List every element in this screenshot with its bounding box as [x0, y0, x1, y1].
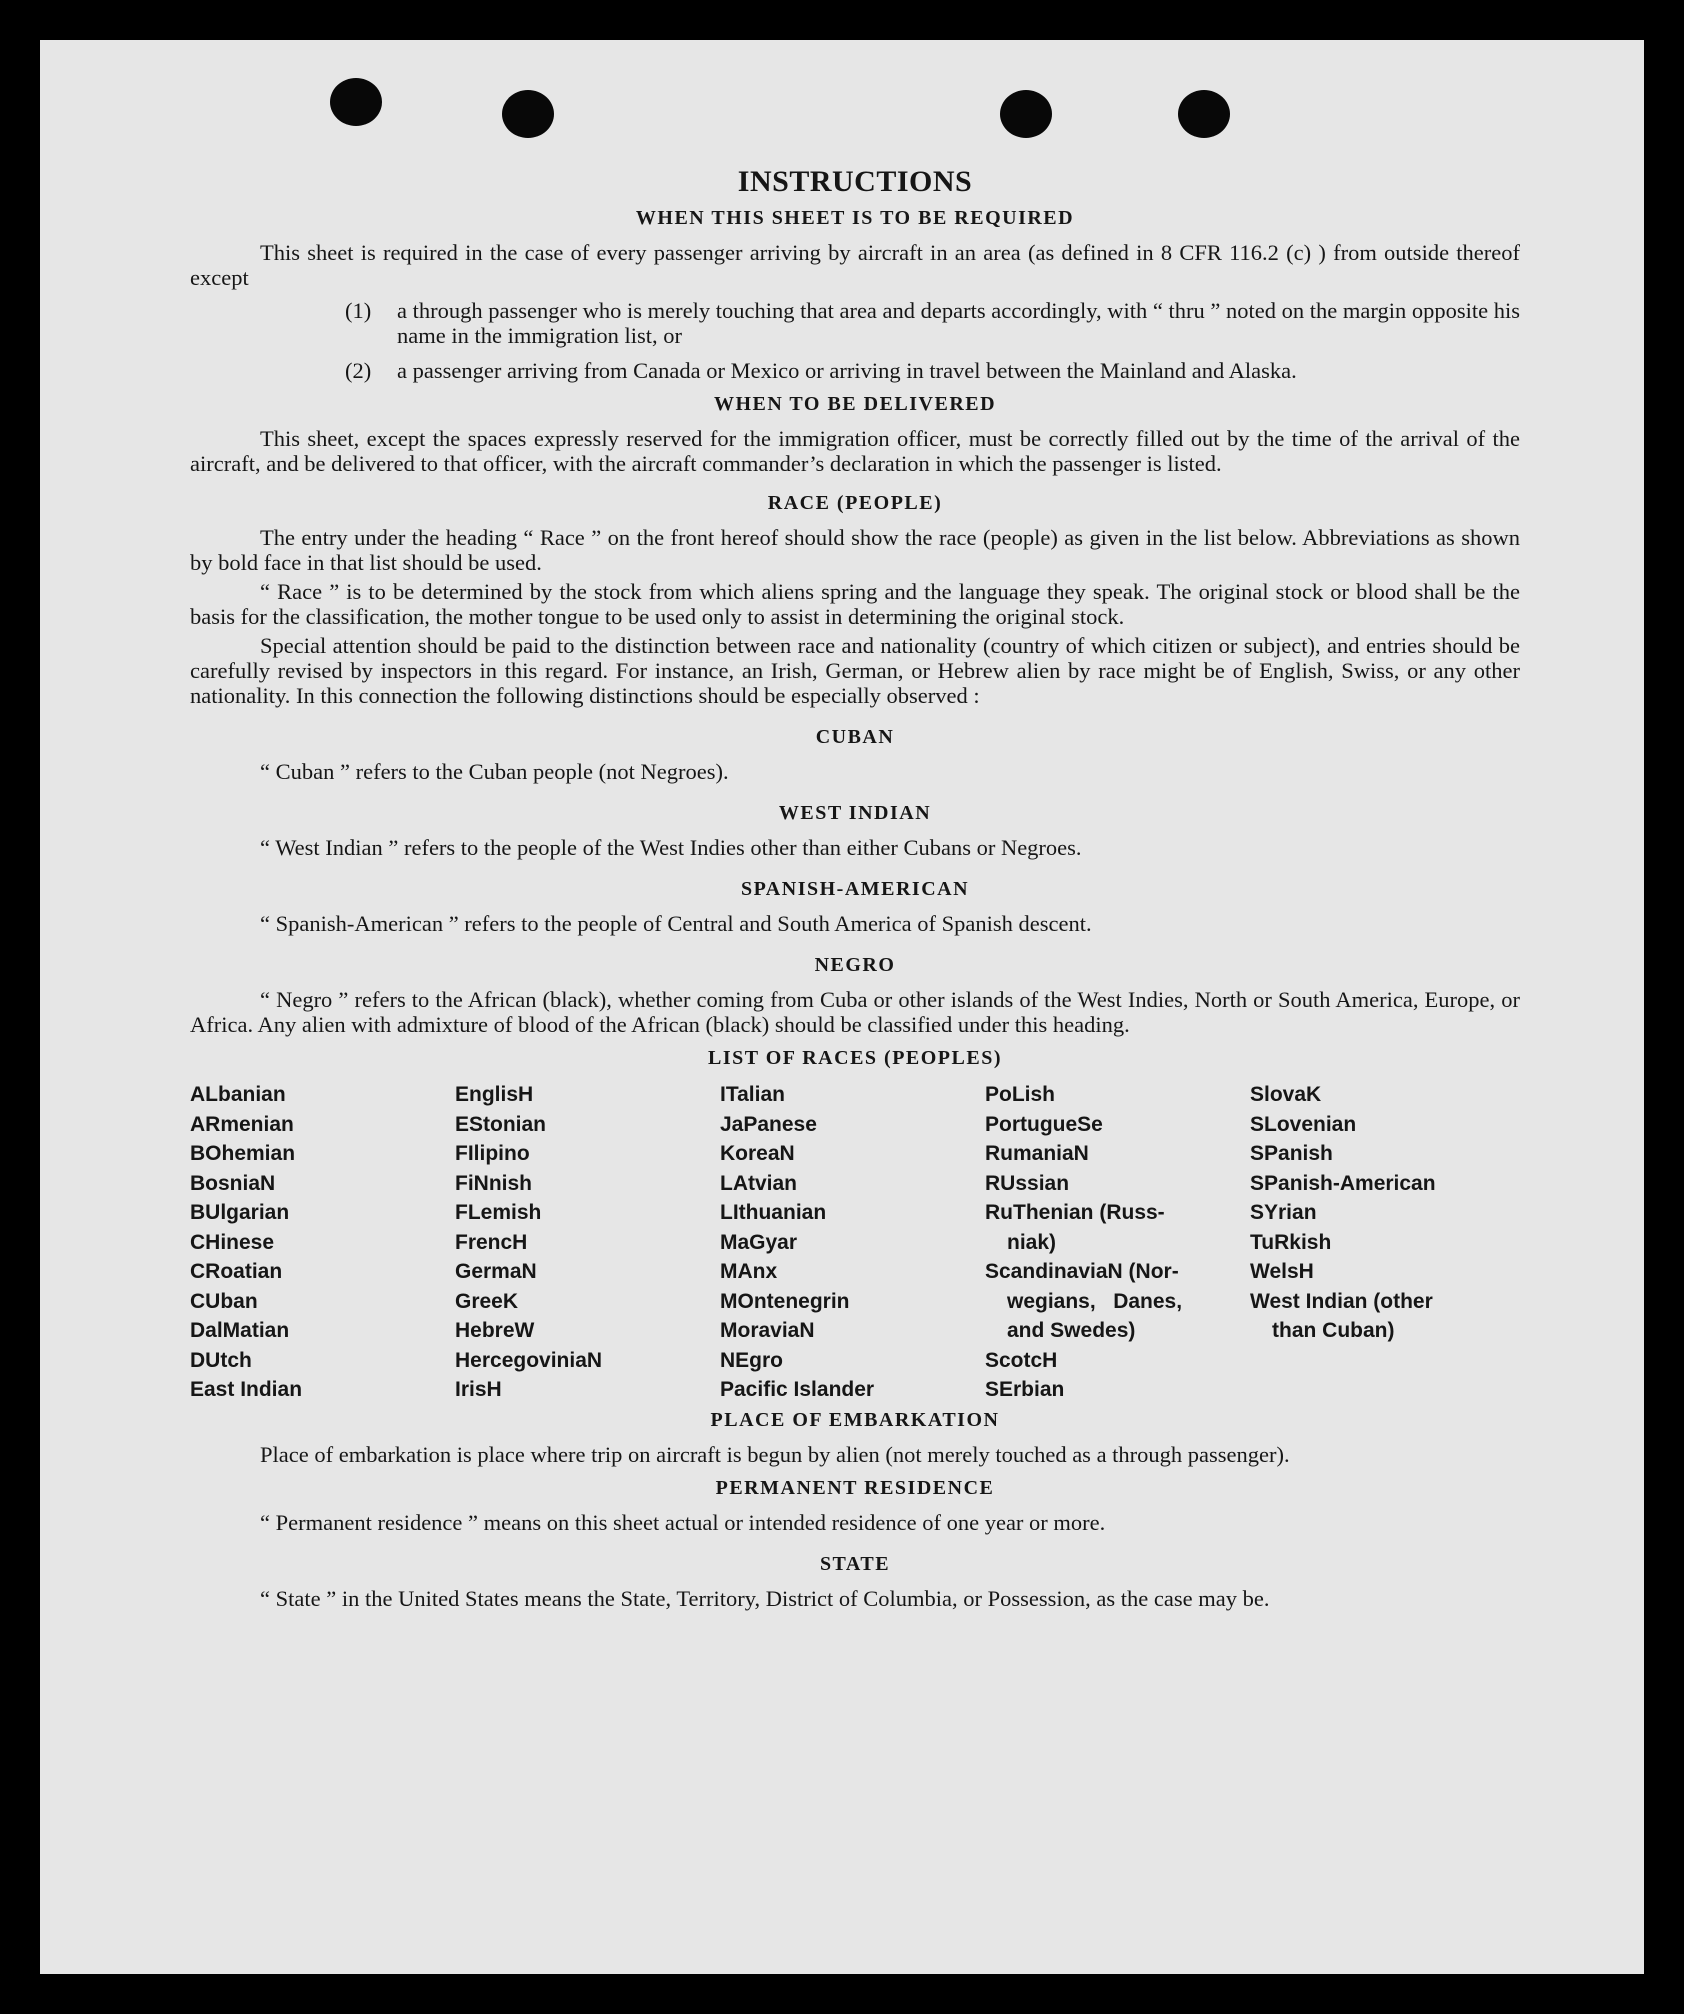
race-entry: SErbian [985, 1378, 1065, 1401]
paragraph-spanish-american: “ Spanish-American ” refers to the people of Central and South America of Spanish descent. [260, 911, 1092, 936]
document-sheet [40, 40, 1644, 1974]
race-entry: WelsH [1250, 1260, 1314, 1283]
item-number: (1) [345, 298, 372, 323]
race-entry: RuThenian (Russ- [985, 1201, 1165, 1224]
race-entry: FLemish [455, 1201, 542, 1224]
race-entry: Pacific Islander [720, 1378, 875, 1401]
list-item [345, 358, 1520, 383]
punch-hole [330, 78, 382, 126]
race-entry: LIthuanian [720, 1201, 827, 1224]
race-entry: SlovaK [1250, 1083, 1322, 1106]
paragraph-when-required: This sheet is required in the case of every passenger arriving by aircraft in an area (as defined in 8 CFR 116.2 (c) ) from outside thereof except [190, 240, 1520, 290]
heading-spanish-american: SPANISH-AMERICAN [740, 878, 970, 900]
race-entry: GreeK [455, 1289, 519, 1313]
race-entry: GermaN [455, 1260, 537, 1283]
heading-cuban: CUBAN [815, 726, 895, 748]
item-text: a passenger arriving from Canada or Mexico or arriving in travel between the Mainland and Alaska. [397, 358, 1297, 383]
race-entry: MAnx [720, 1260, 778, 1283]
race-entry: CRoatian [190, 1260, 283, 1283]
race-entry: HebreW [455, 1319, 535, 1342]
races-column [985, 1080, 1250, 1405]
race-entry: EStonian [455, 1112, 547, 1136]
races-column [1250, 1080, 1520, 1405]
race-entry: TuRkish [1250, 1230, 1332, 1254]
race-entry: KoreaN [720, 1142, 795, 1165]
race-entry: SPanish [1250, 1142, 1333, 1165]
race-entry: wegians, Danes, [1007, 1289, 1183, 1313]
race-entry: SPanish-American [1250, 1171, 1436, 1195]
race-entry: FiNnish [455, 1171, 532, 1195]
races-column [720, 1080, 985, 1405]
race-entry: BosniaN [190, 1171, 276, 1195]
instructions-content [190, 165, 1520, 1611]
race-entry: CHinese [190, 1230, 275, 1254]
race-entry: BUlgarian [190, 1201, 290, 1224]
paragraph-negro: “ Negro ” refers to the African (black), whether coming from Cuba or other islands of the West Indies, North or South America, Europe, or Africa. Any alien with admixture of blood of the African (black) should be classified under this heading. [190, 987, 1520, 1037]
paragraph-cuban: “ Cuban ” refers to the Cuban people (not Negroes). [260, 759, 729, 784]
race-entry: SYrian [1250, 1201, 1317, 1224]
paragraph-when-delivered: This sheet, except the spaces expressly reserved for the immigration officer, must be correctly filled out by the time of the arrival of the aircraft, and be delivered to that officer, with the aircraft commander’s declaration in which the passenger is listed. [190, 426, 1520, 476]
paragraph-embarkation: Place of embarkation is place where trip on aircraft is begun by alien (not merely touched as a through passenger). [260, 1441, 1290, 1467]
paragraph-race-1: The entry under the heading “ Race ” on the front hereof should show the race (people) as given in the list below. Abbreviations as shown by bold face in that list should be used. [190, 525, 1520, 575]
heading-race: RACE (PEOPLE) [767, 492, 943, 514]
race-entry: CUban [190, 1289, 258, 1313]
race-entry: HercegoviniaN [455, 1348, 603, 1372]
paragraph-race-2: “ Race ” is to be determined by the stock from which aliens spring and the language they speak. The original stock or blood shall be the basis for the classification, the mother tongue to be used only to assist in determining the original stock. [190, 579, 1520, 629]
race-entry: MOntenegrin [720, 1289, 850, 1313]
heading-residence: PERMANENT RESIDENCE [715, 1476, 995, 1499]
race-entry: and Swedes) [1007, 1319, 1136, 1342]
heading-when-delivered: WHEN TO BE DELIVERED [713, 393, 997, 415]
races-column [455, 1080, 720, 1405]
race-entry: IrisH [455, 1378, 502, 1401]
race-entry: BOhemian [190, 1142, 296, 1165]
race-entry: LAtvian [720, 1171, 798, 1195]
race-entry: ITalian [720, 1083, 785, 1106]
punch-hole [502, 90, 554, 138]
paragraph-residence: “ Permanent residence ” means on this sheet actual or intended residence of one year or more. [260, 1509, 1106, 1535]
race-entry: FIlipino [455, 1142, 530, 1165]
race-entry: than Cuban) [1272, 1319, 1395, 1342]
race-entry: JaPanese [720, 1112, 817, 1136]
heading-embarkation: PLACE OF EMBARKATION [710, 1408, 1000, 1431]
race-entry: DUtch [190, 1348, 252, 1372]
heading-west-indian: WEST INDIAN [778, 802, 932, 824]
race-entry: ScotcH [985, 1348, 1058, 1372]
punch-hole [1000, 90, 1052, 138]
race-entry: East Indian [190, 1378, 303, 1401]
paragraph-state: “ State ” in the United States means the State, Territory, District of Columbia, or Possession, as the case may be. [260, 1585, 1270, 1611]
item-text: a through passenger who is merely touching that area and departs accordingly, with “ thru ” noted on the margin opposite his name in the immigration list, or [397, 298, 1520, 348]
race-entry: West Indian (other [1250, 1289, 1433, 1313]
race-entry: SLovenian [1250, 1112, 1357, 1136]
race-entry: PortugueSe [985, 1112, 1103, 1136]
heading-when-required: WHEN THIS SHEET IS TO BE REQUIRED [635, 207, 1075, 229]
races-column [190, 1080, 455, 1405]
heading-negro: NEGRO [814, 954, 896, 976]
race-entry: ALbanian [190, 1083, 286, 1106]
punch-hole [1178, 90, 1230, 138]
item-number: (2) [345, 358, 372, 383]
race-entry: niak) [1007, 1230, 1057, 1254]
race-entry: NEgro [720, 1348, 783, 1372]
paragraph-race-3: Special attention should be paid to the distinction between race and nationality (country of which citizen or subject), and entries should be carefully revised by inspectors in this regard. For instance, an Irish, German, or Hebrew alien by race might be of English, Swiss, or any other nationality. In this connection the following distinctions should be especially observed : [190, 633, 1520, 708]
heading-state: STATE [819, 1552, 891, 1575]
race-entry: MoraviaN [720, 1319, 815, 1342]
race-entry: DalMatian [190, 1319, 290, 1342]
race-entry: RumaniaN [985, 1142, 1089, 1165]
page-title: INSTRUCTIONS [737, 165, 973, 198]
race-entry: ScandinaviaN (Nor- [985, 1260, 1179, 1283]
races-table [190, 1080, 1520, 1405]
heading-list-of-races: LIST OF RACES (PEOPLES) [707, 1047, 1002, 1069]
race-entry: RUssian [985, 1171, 1070, 1195]
race-entry: PoLish [985, 1083, 1056, 1106]
race-entry: MaGyar [720, 1230, 798, 1254]
race-entry: ARmenian [190, 1112, 294, 1136]
list-item [345, 298, 1520, 348]
race-entry: FrencH [455, 1230, 528, 1254]
race-entry: EnglisH [455, 1083, 534, 1106]
paragraph-west-indian: “ West Indian ” refers to the people of the West Indies other than either Cubans or Negroes. [260, 835, 1082, 860]
